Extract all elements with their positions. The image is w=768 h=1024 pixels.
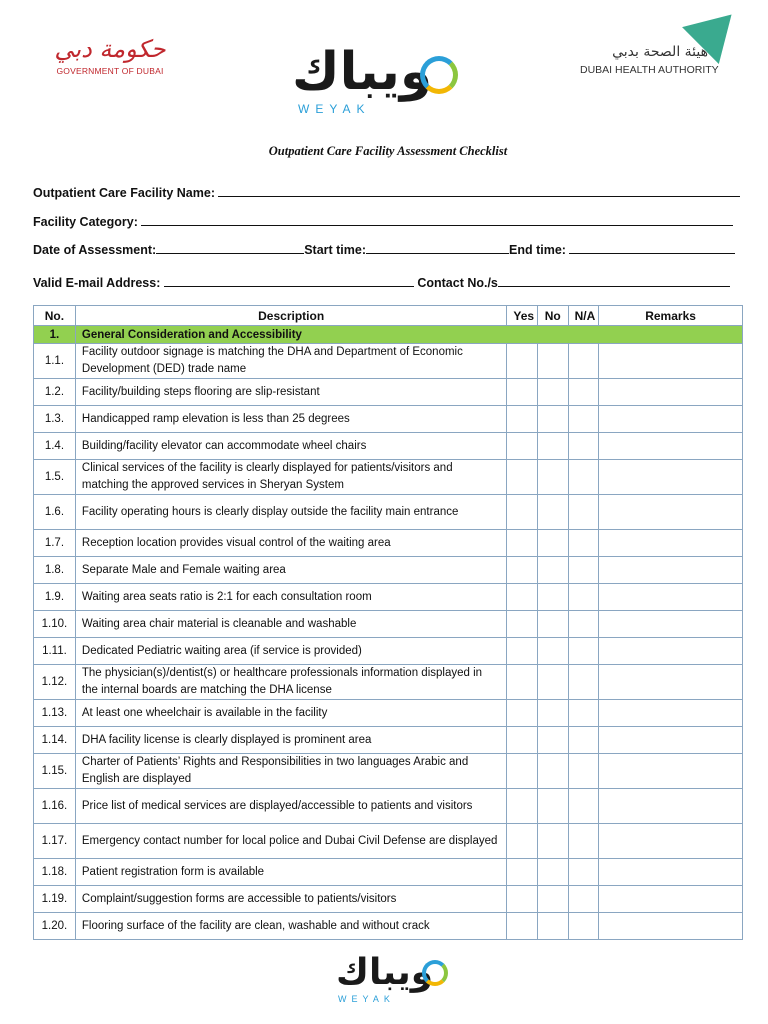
na-cell[interactable]	[568, 824, 599, 859]
row-description: Building/facility elevator can accommodate wheel chairs	[75, 433, 507, 460]
yes-cell[interactable]	[507, 557, 538, 584]
remarks-cell[interactable]	[599, 824, 743, 859]
table-row	[34, 700, 743, 727]
dha-logo-arabic: هيئة الصحة بدبي	[612, 44, 708, 60]
no-cell[interactable]	[537, 886, 568, 913]
document-title: Outpatient Care Facility Assessment Checklist	[268, 144, 508, 158]
row-number: 1.19.	[34, 886, 76, 913]
na-cell[interactable]	[568, 379, 599, 406]
assessment-date-line	[33, 241, 735, 257]
row-number: 1.4.	[34, 433, 76, 460]
yes-cell[interactable]	[507, 700, 538, 727]
row-number: 1.7.	[34, 530, 76, 557]
row-number: 1.14.	[34, 727, 76, 754]
assessment-checklist-table	[33, 305, 743, 940]
na-cell[interactable]	[568, 530, 599, 557]
yes-cell[interactable]	[507, 433, 538, 460]
na-cell[interactable]	[568, 611, 599, 638]
na-cell[interactable]	[568, 754, 599, 789]
row-number: 1.9.	[34, 584, 76, 611]
na-cell[interactable]	[568, 557, 599, 584]
table-row	[34, 557, 743, 584]
row-description: Waiting area seats ratio is 2:1 for each consultation room	[75, 584, 507, 611]
yes-cell[interactable]	[507, 638, 538, 665]
table-row	[34, 530, 743, 557]
header-na: N/A	[568, 306, 599, 326]
table-row	[34, 460, 743, 495]
remarks-cell[interactable]	[599, 433, 743, 460]
no-cell[interactable]	[537, 700, 568, 727]
remarks-cell[interactable]	[599, 530, 743, 557]
na-cell[interactable]	[568, 495, 599, 530]
na-cell[interactable]	[568, 665, 599, 700]
row-number: 1.15.	[34, 754, 76, 789]
end-time-field[interactable]	[569, 241, 735, 254]
row-number: 1.13.	[34, 700, 76, 727]
yes-cell[interactable]	[507, 611, 538, 638]
weyak-ring-icon	[420, 56, 458, 94]
yes-cell[interactable]	[507, 824, 538, 859]
no-cell[interactable]	[537, 859, 568, 886]
facility-name-line	[33, 184, 740, 200]
na-cell[interactable]	[568, 433, 599, 460]
date-of-assessment-field[interactable]	[156, 241, 304, 254]
weyak-footer-logo	[336, 952, 456, 1012]
facility-category-label: Facility Category:	[33, 215, 138, 229]
row-description: Emergency contact number for local police and Dubai Civil Defense are displayed	[75, 824, 507, 859]
weyak-logo-arabic: ويباك	[292, 42, 433, 102]
na-cell[interactable]	[568, 700, 599, 727]
no-cell[interactable]	[537, 584, 568, 611]
table-row	[34, 727, 743, 754]
row-description: Handicapped ramp elevation is less than 25 degrees	[75, 406, 507, 433]
table-row	[34, 824, 743, 859]
row-description: Complaint/suggestion forms are accessible to patients/visitors	[75, 886, 507, 913]
table-row	[34, 495, 743, 530]
table-row	[34, 913, 743, 940]
government-of-dubai-logo	[50, 34, 170, 76]
no-cell[interactable]	[537, 495, 568, 530]
weyak-logo	[292, 42, 467, 122]
header-description: Description	[75, 306, 507, 326]
remarks-cell[interactable]	[599, 406, 743, 433]
yes-cell[interactable]	[507, 406, 538, 433]
section-row	[34, 326, 743, 344]
start-time-field[interactable]	[366, 241, 509, 254]
yes-cell[interactable]	[507, 665, 538, 700]
facility-name-field[interactable]	[218, 184, 740, 197]
row-description: Reception location provides visual control of the waiting area	[75, 530, 507, 557]
table-row	[34, 859, 743, 886]
na-cell[interactable]	[568, 406, 599, 433]
contact-line	[33, 274, 730, 290]
no-cell[interactable]	[537, 379, 568, 406]
row-number: 1.16.	[34, 789, 76, 824]
header-remarks: Remarks	[599, 306, 743, 326]
dubai-health-authority-logo	[578, 8, 748, 78]
remarks-cell[interactable]	[599, 789, 743, 824]
yes-cell[interactable]	[507, 886, 538, 913]
yes-cell[interactable]	[507, 344, 538, 379]
start-time-label: Start time:	[304, 243, 367, 257]
contact-label: Contact No./s	[417, 276, 498, 290]
na-cell[interactable]	[568, 886, 599, 913]
no-cell[interactable]	[537, 557, 568, 584]
row-number: 1.6.	[34, 495, 76, 530]
remarks-cell[interactable]	[599, 460, 743, 495]
row-number: 1.11.	[34, 638, 76, 665]
row-description: Clinical services of the facility is clearly displayed for patients/visitors and matching the approved services in Sheryan System	[75, 460, 507, 495]
row-number: 1.3.	[34, 406, 76, 433]
yes-cell[interactable]	[507, 913, 538, 940]
gov-logo-latin: GOVERNMENT OF DUBAI	[56, 66, 164, 76]
remarks-cell[interactable]	[599, 665, 743, 700]
row-description: Facility/building steps flooring are slip-resistant	[75, 379, 507, 406]
remarks-cell[interactable]	[599, 495, 743, 530]
no-cell[interactable]	[537, 665, 568, 700]
remarks-cell[interactable]	[599, 886, 743, 913]
weyak-footer-ring-icon	[422, 960, 448, 986]
yes-cell[interactable]	[507, 584, 538, 611]
na-cell[interactable]	[568, 584, 599, 611]
table-row	[34, 379, 743, 406]
no-cell[interactable]	[537, 530, 568, 557]
remarks-cell[interactable]	[599, 557, 743, 584]
table-row	[34, 886, 743, 913]
table-row	[34, 611, 743, 638]
weyak-footer-latin: WEYAK	[338, 994, 395, 1004]
no-cell[interactable]	[537, 460, 568, 495]
na-cell[interactable]	[568, 913, 599, 940]
remarks-cell[interactable]	[599, 379, 743, 406]
remarks-cell[interactable]	[599, 700, 743, 727]
header-no-answer: No	[537, 306, 568, 326]
na-cell[interactable]	[568, 638, 599, 665]
no-cell[interactable]	[537, 611, 568, 638]
row-number: 1.8.	[34, 557, 76, 584]
table-row	[34, 344, 743, 379]
row-number: 1.1.	[34, 344, 76, 379]
row-description: The physician(s)/dentist(s) or healthcare professionals information displayed in the internal boards are matching the DHA license	[75, 665, 507, 700]
remarks-cell[interactable]	[599, 913, 743, 940]
yes-cell[interactable]	[507, 727, 538, 754]
no-cell[interactable]	[537, 406, 568, 433]
table-row	[34, 406, 743, 433]
yes-cell[interactable]	[507, 530, 538, 557]
na-cell[interactable]	[568, 727, 599, 754]
yes-cell[interactable]	[507, 379, 538, 406]
row-description: DHA facility license is clearly displayed is prominent area	[75, 727, 507, 754]
row-number: 1.20.	[34, 913, 76, 940]
header-yes: Yes	[507, 306, 538, 326]
row-description: Dedicated Pediatric waiting area (if service is provided)	[75, 638, 507, 665]
email-field[interactable]	[164, 274, 414, 287]
remarks-cell[interactable]	[599, 859, 743, 886]
row-number: 1.18.	[34, 859, 76, 886]
table-row	[34, 433, 743, 460]
weyak-footer-arabic: ويباك	[336, 952, 434, 993]
table-row	[34, 665, 743, 700]
contact-field[interactable]	[498, 274, 730, 287]
no-cell[interactable]	[537, 433, 568, 460]
remarks-cell[interactable]	[599, 727, 743, 754]
table-row	[34, 638, 743, 665]
na-cell[interactable]	[568, 344, 599, 379]
email-label: Valid E-mail Address:	[33, 276, 161, 290]
row-description: Facility operating hours is clearly display outside the facility main entrance	[75, 495, 507, 530]
na-cell[interactable]	[568, 859, 599, 886]
row-description: Separate Male and Female waiting area	[75, 557, 507, 584]
row-number: 1.2.	[34, 379, 76, 406]
row-description: Charter of Patients’ Rights and Responsibilities in two languages Arabic and English are displayed	[75, 754, 507, 789]
gov-logo-arabic: حكومة دبي	[54, 35, 166, 63]
date-of-assessment-label: Date of Assessment:	[33, 243, 157, 257]
row-number: 1.5.	[34, 460, 76, 495]
facility-name-label: Outpatient Care Facility Name:	[33, 186, 215, 200]
na-cell[interactable]	[568, 460, 599, 495]
no-cell[interactable]	[537, 638, 568, 665]
row-description: Patient registration form is available	[75, 859, 507, 886]
dha-logo-latin: DUBAI HEALTH AUTHORITY	[580, 64, 719, 76]
remarks-cell[interactable]	[599, 611, 743, 638]
row-number: 1.17.	[34, 824, 76, 859]
no-cell[interactable]	[537, 754, 568, 789]
row-description: Waiting area chair material is cleanable and washable	[75, 611, 507, 638]
table-row	[34, 789, 743, 824]
row-description: At least one wheelchair is available in the facility	[75, 700, 507, 727]
row-number: 1.10.	[34, 611, 76, 638]
remarks-cell[interactable]	[599, 344, 743, 379]
section-title: General Consideration and Accessibility	[75, 326, 742, 344]
na-cell[interactable]	[568, 789, 599, 824]
row-description: Facility outdoor signage is matching the DHA and Department of Economic Development (DED) trade name	[75, 344, 507, 379]
facility-category-line	[33, 213, 733, 229]
table-header-row	[34, 306, 743, 326]
no-cell[interactable]	[537, 727, 568, 754]
remarks-cell[interactable]	[599, 754, 743, 789]
header-no: No.	[34, 306, 76, 326]
row-description: Flooring surface of the facility are clean, washable and without crack	[75, 913, 507, 940]
facility-category-field[interactable]	[141, 213, 733, 226]
end-time-label: End time:	[509, 243, 566, 257]
no-cell[interactable]	[537, 344, 568, 379]
yes-cell[interactable]	[507, 754, 538, 789]
weyak-logo-latin: WEYAK	[298, 102, 371, 116]
remarks-cell[interactable]	[599, 638, 743, 665]
no-cell[interactable]	[537, 824, 568, 859]
no-cell[interactable]	[537, 789, 568, 824]
yes-cell[interactable]	[507, 495, 538, 530]
section-number: 1.	[34, 326, 76, 344]
table-row	[34, 754, 743, 789]
table-row	[34, 584, 743, 611]
yes-cell[interactable]	[507, 859, 538, 886]
remarks-cell[interactable]	[599, 584, 743, 611]
row-description: Price list of medical services are displayed/accessible to patients and visitors	[75, 789, 507, 824]
no-cell[interactable]	[537, 913, 568, 940]
row-number: 1.12.	[34, 665, 76, 700]
yes-cell[interactable]	[507, 460, 538, 495]
yes-cell[interactable]	[507, 789, 538, 824]
